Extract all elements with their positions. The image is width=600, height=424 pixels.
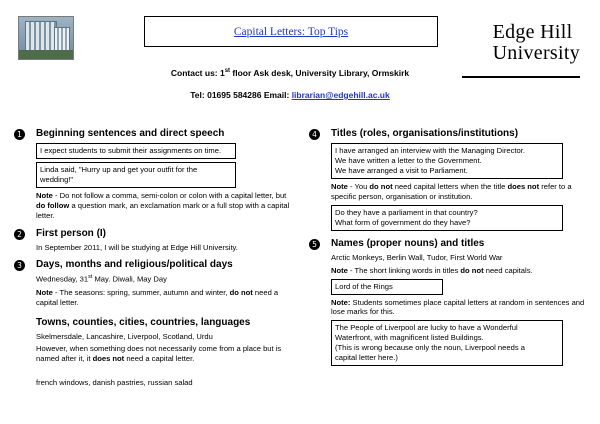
- note-emphasis: do follow: [36, 200, 70, 210]
- note-text-1: - The short linking words in titles: [347, 265, 461, 275]
- section-beginning-sentences: [14, 128, 291, 221]
- section-5-note-2: [331, 298, 586, 318]
- section-1-note: [36, 191, 291, 221]
- right-column: [309, 128, 586, 395]
- subsection-example-lowercase: french windows, danish pastries, russian salad: [36, 378, 193, 388]
- section-days-months: [14, 259, 291, 388]
- subnote-text-2: need a capital letter.: [124, 354, 195, 364]
- section-number-5: 5: [309, 239, 320, 250]
- section-5-note: [331, 266, 586, 276]
- section-2-body: In September 2011, I will be studying at Edge Hill University.: [36, 242, 238, 252]
- wordmark-rule: [462, 76, 580, 78]
- example-ordinal: st: [88, 274, 93, 281]
- section-number-2: 2: [14, 229, 25, 240]
- section-first-person: [14, 228, 291, 253]
- contact-line: [110, 68, 470, 78]
- note2-text-1: Students sometimes place capital letters at random in sentences and lose marks for this.: [331, 297, 585, 317]
- example-line: We have written a letter to the Government.: [335, 156, 482, 166]
- example-suffix: May. Diwali, May Day: [92, 275, 167, 285]
- example-box: [331, 205, 563, 231]
- tel-label: Tel: 01695 584286 Email:: [190, 90, 292, 100]
- example-line: Do they have a parliament in that country?: [335, 207, 478, 217]
- subsection-example: Skelmersdale, Lancashire, Liverpool, Scotland, Urdu: [36, 331, 213, 341]
- contact-suffix: floor Ask desk, University Library, Ormskirk: [230, 68, 410, 78]
- section-3-example: [36, 274, 291, 284]
- section-titles-roles: [309, 128, 586, 231]
- section-number-3: 3: [14, 260, 25, 271]
- section-5-example: Arctic Monkeys, Berlin Wall, Tudor, First World War: [331, 252, 503, 262]
- page-title[interactable]: Capital Letters: Top Tips: [233, 26, 349, 38]
- university-wordmark: [493, 22, 580, 64]
- example-line: The People of Liverpool are lucky to have a Wonderful: [335, 323, 518, 333]
- note-text-2: need capital letters when the title: [392, 182, 508, 192]
- university-wordmark-line1: Edge Hill: [492, 21, 573, 43]
- contact-ordinal: st: [224, 68, 231, 75]
- section-title-5: Names (proper nouns) and titles: [331, 237, 485, 249]
- note-label: Note: [36, 287, 53, 297]
- note-label-2: Note:: [331, 297, 351, 307]
- note-label: Note: [331, 265, 348, 275]
- section-title-2: First person (I): [36, 227, 107, 239]
- example-line: What form of government do they have?: [335, 217, 471, 227]
- email-link[interactable]: librarian@edgehill.ac.uk: [291, 90, 390, 100]
- content-columns: [14, 128, 586, 395]
- example-line: We have arranged a visit to Parliament.: [335, 166, 468, 176]
- note-text-3: refer to a specific person, organisation or institution.: [331, 182, 572, 201]
- example-box: Lord of the Rings: [331, 279, 443, 295]
- section-proper-nouns: [309, 238, 586, 367]
- note-emphasis: do not: [460, 265, 484, 275]
- note-text-1: - The seasons: spring, summer, autumn and winter,: [52, 287, 230, 297]
- example-line: (This is wrong because only the noun, Liverpool needs a: [335, 343, 525, 353]
- section-title-3: Days, months and religious/political days: [36, 259, 233, 271]
- example-line: I have arranged an interview with the Managing Director.: [335, 146, 525, 155]
- left-column: [14, 128, 291, 395]
- telephone-email-line: [110, 90, 470, 100]
- section-4-note: [331, 182, 586, 202]
- section-3-note: [36, 288, 291, 308]
- note-text-1: - You: [347, 182, 370, 192]
- section-number-1: 1: [14, 129, 25, 140]
- example-line: capital letter here.): [335, 353, 398, 363]
- subsection-note: [36, 344, 291, 364]
- note-label: Note: [331, 182, 348, 192]
- campus-building-photo: [18, 16, 74, 60]
- example-box: I expect students to submit their assignments on time.: [36, 143, 236, 159]
- note-text-2: need a capital letter.: [36, 287, 279, 307]
- section-number-4: 4: [309, 129, 320, 140]
- section-title-4: Titles (roles, organisations/institutions): [331, 128, 519, 139]
- example-prefix: Wednesday, 31: [36, 275, 89, 285]
- note-emphasis-1: do not: [369, 182, 393, 192]
- subsection-title-places: Towns, counties, cities, countries, languages: [36, 316, 251, 328]
- lawn-shape: [19, 50, 73, 59]
- university-wordmark-line2: University: [492, 41, 580, 64]
- page-title-box: [144, 16, 438, 47]
- note-text-2: a question mark, an exclamation mark or a full stop with a capital letter.: [36, 200, 290, 220]
- contact-prefix: Contact us: 1: [170, 68, 225, 78]
- note-label: Note: [36, 191, 53, 201]
- subnote-text-1: However, when something does not necessarily come from a place but is named after it, it: [36, 344, 282, 364]
- subnote-emphasis: does not: [92, 354, 125, 364]
- section-title-1: Beginning sentences and direct speech: [36, 128, 225, 139]
- note-emphasis: do not: [229, 287, 253, 297]
- note-text-1: - Do not follow a comma, semi-colon or colon with a capital letter, but: [52, 191, 287, 201]
- example-line: Waterfront, with magnificent listed Buildings.: [335, 333, 484, 343]
- note-emphasis-2: does not: [507, 182, 540, 192]
- note-text-2: need capitals.: [483, 265, 533, 275]
- example-box: [331, 320, 563, 366]
- example-box: Linda said, "Hurry up and get your outfit for the wedding!": [36, 162, 236, 188]
- building-shape-icon: [25, 21, 57, 53]
- example-box: [331, 143, 563, 179]
- document-header: [14, 10, 586, 102]
